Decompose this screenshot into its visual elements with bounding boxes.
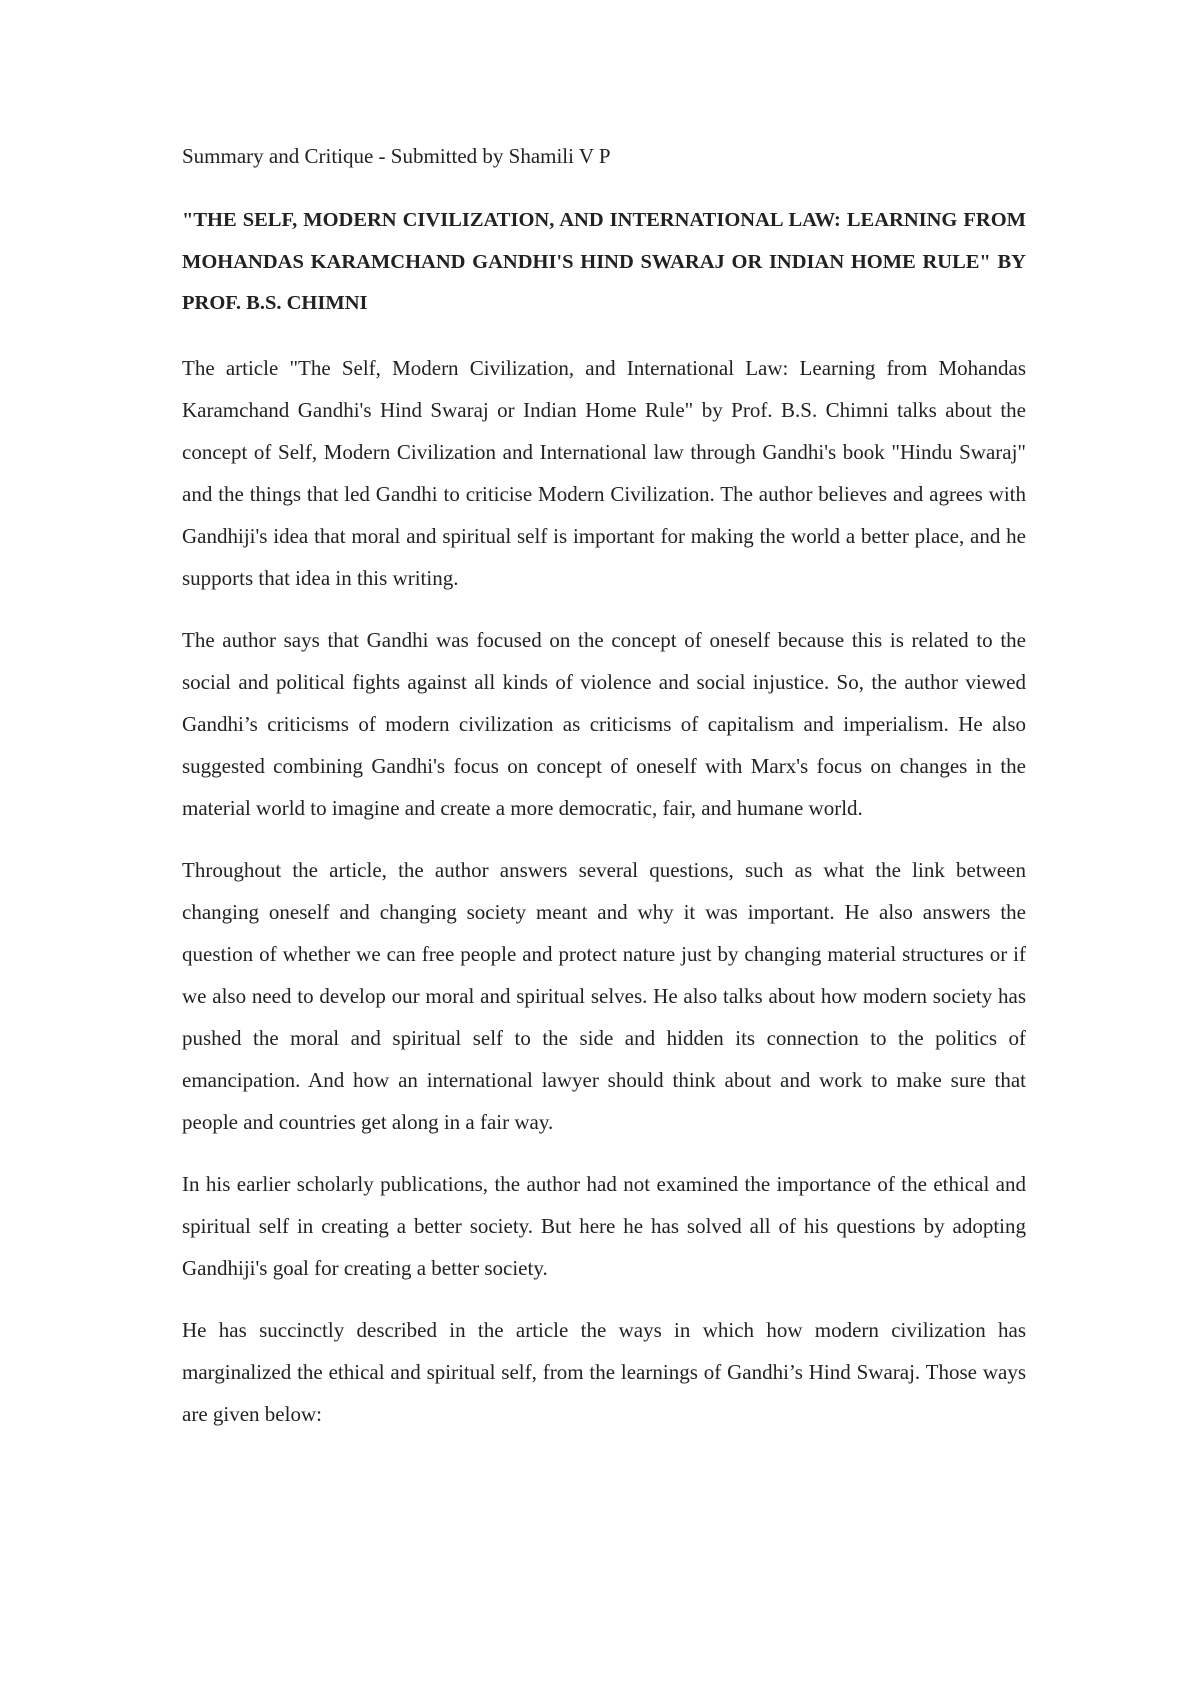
body-paragraph-2: The author says that Gandhi was focused on the concept of oneself because this is related to the social and political fights against all kinds of violence and social injustice. So, the author viewed Gandhi’s criticisms of modern civilization as criticisms of capitalism and imperialism. He also suggested combining Gandhi's focus on concept of oneself with Marx's focus on changes in the material world to imagine and create a more democratic, fair, and humane world. [182,627,1026,820]
document-page [182,142,1026,1455]
document-byline: Summary and Critique - Submitted by Shamili V P [182,144,611,168]
body-paragraph-5: He has succinctly described in the article the ways in which how modern civilization has marginalized the ethical and spiritual self, from the learnings of Gandhi’s Hind Swaraj. Those ways are given below: [182,1317,1026,1426]
body-paragraph-4: In his earlier scholarly publications, the author had not examined the importance of the ethical and spiritual self in creating a better society. But here he has solved all of his questions by adopting Gandhiji's goal for creating a better society. [182,1171,1026,1280]
document-title: "THE SELF, MODERN CIVILIZATION, AND INTERNATIONAL LAW: LEARNING FROM MOHANDAS KARAMCHAND GANDHI'S HIND SWARAJ OR INDIAN HOME RULE" BY PROF. B.S. CHIMNI [182,209,1026,314]
body-paragraph-1: The article "The Self, Modern Civilization, and International Law: Learning from Mohandas Karamchand Gandhi's Hind Swaraj or Indian Home Rule" by Prof. B.S. Chimni talks about the concept of Self, Modern Civilization and International law through Gandhi's book "Hindu Swaraj" and the things that led Gandhi to criticise Modern Civilization. The author believes and agrees with Gandhiji's idea that moral and spiritual self is important for making the world a better place, and he supports that idea in this writing. [182,355,1026,590]
body-paragraph-3: Throughout the article, the author answers several questions, such as what the link between changing oneself and changing society meant and why it was important. He also answers the question of whether we can free people and protect nature just by changing material structures or if we also need to develop our moral and spiritual selves. He also talks about how modern society has pushed the moral and spiritual self to the side and hidden its connection to the politics of emancipation. And how an international lawyer should think about and work to make sure that people and countries get along in a fair way. [182,857,1026,1134]
